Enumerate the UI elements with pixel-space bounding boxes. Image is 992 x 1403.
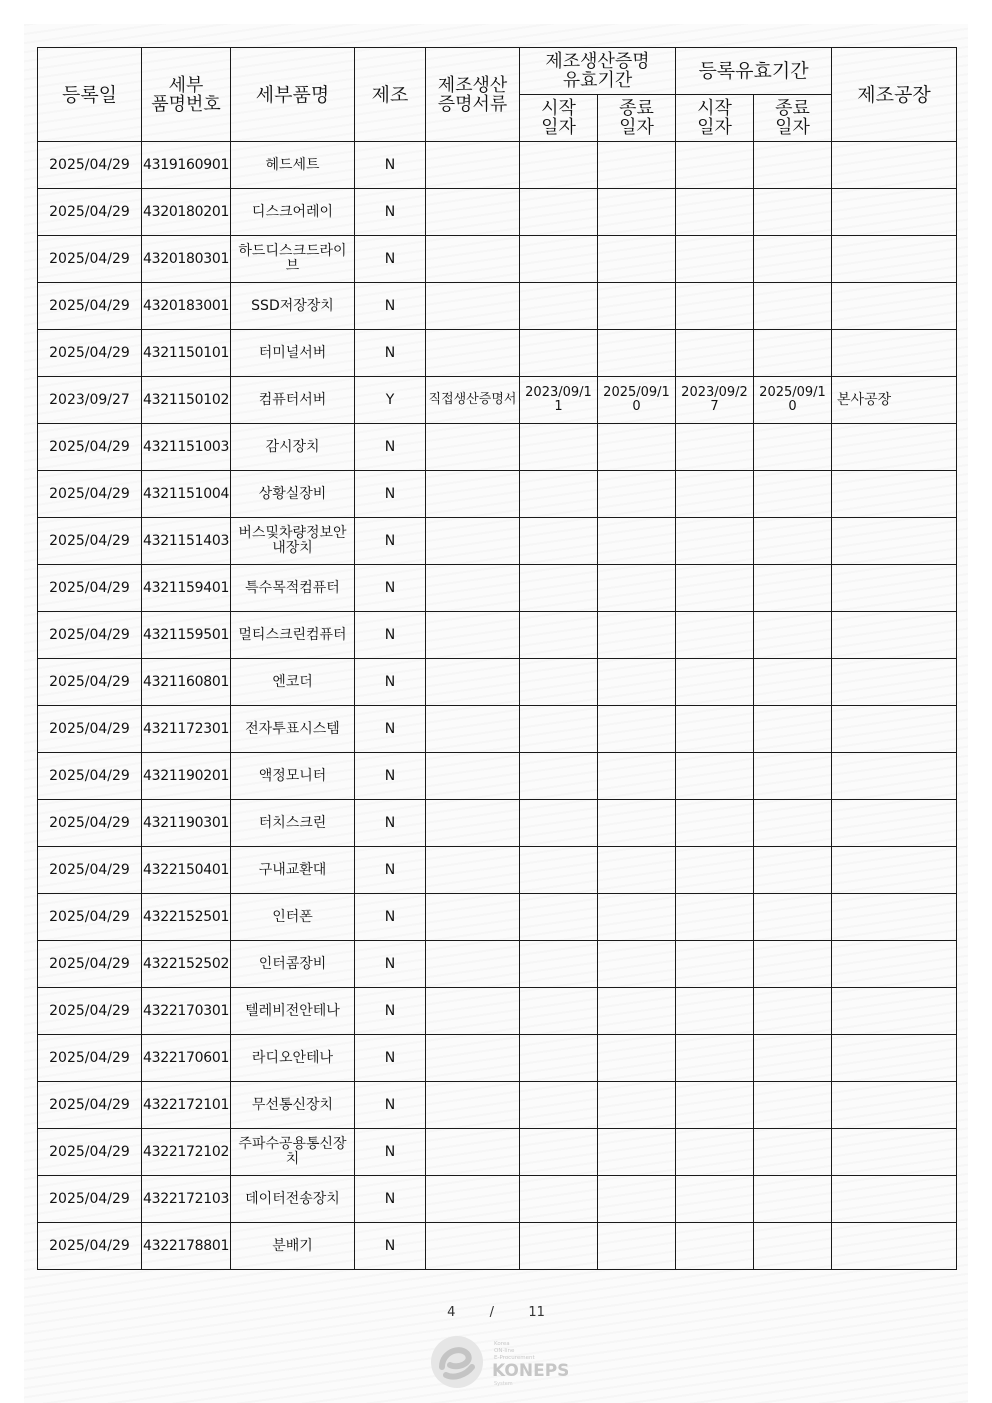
item-name-cell: 액정모니터 (231, 753, 355, 800)
table-row (38, 659, 957, 706)
cert-end-cell (598, 894, 676, 941)
factory-cell (832, 518, 957, 565)
item-name-cell: 특수목적컴퓨터 (231, 565, 355, 612)
reg-end-cell (754, 941, 832, 988)
item-code-cell: 4322170601 (142, 1035, 231, 1082)
manufacture-cell: N (355, 471, 426, 518)
logo-small-2: ON-line (494, 1348, 515, 1354)
item-code-cell: 4322178801 (142, 1223, 231, 1270)
table-row (38, 847, 957, 894)
cert-doc-cell (426, 142, 520, 189)
manufacture-cell: N (355, 1129, 426, 1176)
item-code-cell: 4322172101 (142, 1082, 231, 1129)
cert-doc-cell (426, 894, 520, 941)
cert-end-cell: 2025/09/10 (598, 377, 676, 424)
page-total: 11 (528, 1305, 545, 1320)
reg-start-cell (676, 847, 754, 894)
reg-end-cell (754, 612, 832, 659)
table-row (38, 1035, 957, 1082)
reg-start-cell (676, 1035, 754, 1082)
table-row (38, 283, 957, 330)
header-reg-end: 종료 일자 (754, 95, 832, 142)
header-reg-start: 시작 일자 (676, 95, 754, 142)
factory-cell (832, 941, 957, 988)
factory-cell (832, 1082, 957, 1129)
cert-start-cell (520, 330, 598, 377)
cert-end-cell (598, 189, 676, 236)
reg-date-cell: 2025/04/29 (38, 283, 142, 330)
reg-date-cell: 2025/04/29 (38, 847, 142, 894)
manufacture-cell: N (355, 424, 426, 471)
manufacture-cell: N (355, 706, 426, 753)
table-row (38, 706, 957, 753)
cert-doc-cell (426, 330, 520, 377)
cert-end-cell (598, 1176, 676, 1223)
cert-end-cell (598, 612, 676, 659)
reg-start-cell (676, 330, 754, 377)
table-row (38, 424, 957, 471)
cert-start-cell (520, 847, 598, 894)
item-code-cell: 4320183001 (142, 283, 231, 330)
cert-end-cell (598, 518, 676, 565)
logo-small-1: Korea (494, 1341, 510, 1347)
cert-end-cell (598, 659, 676, 706)
manufacture-cell: N (355, 894, 426, 941)
item-code-cell: 4322152501 (142, 894, 231, 941)
item-code-cell: 4321159401 (142, 565, 231, 612)
factory-cell (832, 988, 957, 1035)
reg-end-cell (754, 236, 832, 283)
reg-date-cell: 2025/04/29 (38, 612, 142, 659)
cert-end-cell (598, 800, 676, 847)
header-reg-period: 등록유효기간 (676, 48, 832, 95)
cert-start-cell (520, 189, 598, 236)
manufacture-cell: N (355, 753, 426, 800)
manufacture-cell: N (355, 800, 426, 847)
item-code-cell: 4320180201 (142, 189, 231, 236)
reg-start-cell (676, 1223, 754, 1270)
cert-start-cell (520, 424, 598, 471)
header-item-name: 세부품명 (231, 48, 355, 142)
item-code-cell: 4321190201 (142, 753, 231, 800)
reg-end-cell (754, 1176, 832, 1223)
reg-date-cell: 2025/04/29 (38, 236, 142, 283)
reg-start-cell: 2023/09/27 (676, 377, 754, 424)
cert-start-cell (520, 1082, 598, 1129)
reg-date-cell: 2025/04/29 (38, 800, 142, 847)
cert-end-cell (598, 706, 676, 753)
manufacture-cell: N (355, 142, 426, 189)
reg-start-cell (676, 236, 754, 283)
table-row (38, 236, 957, 283)
item-name-cell: 인터폰 (231, 894, 355, 941)
table-row (38, 800, 957, 847)
header-cert-end: 종료 일자 (598, 95, 676, 142)
manufacture-cell: N (355, 1176, 426, 1223)
item-name-cell: 구내교환대 (231, 847, 355, 894)
reg-start-cell (676, 1176, 754, 1223)
reg-start-cell (676, 659, 754, 706)
header-factory: 제조공장 (832, 48, 957, 142)
cert-end-cell (598, 1082, 676, 1129)
reg-end-cell (754, 1223, 832, 1270)
cert-start-cell (520, 1223, 598, 1270)
factory-cell (832, 1176, 957, 1223)
item-code-cell: 4321151003 (142, 424, 231, 471)
reg-date-cell: 2025/04/29 (38, 1129, 142, 1176)
factory-cell (832, 330, 957, 377)
manufacture-cell: N (355, 189, 426, 236)
table-row (38, 1176, 957, 1223)
cert-end-cell (598, 142, 676, 189)
item-name-cell: 무선통신장치 (231, 1082, 355, 1129)
cert-doc-cell (426, 1223, 520, 1270)
reg-start-cell (676, 988, 754, 1035)
cert-doc-cell (426, 1082, 520, 1129)
item-code-cell: 4322150401 (142, 847, 231, 894)
registration-table (37, 47, 957, 1270)
reg-start-cell (676, 565, 754, 612)
table-row (38, 142, 957, 189)
cert-doc-cell (426, 565, 520, 612)
reg-start-cell (676, 518, 754, 565)
header-item-code: 세부 품명번호 (142, 48, 231, 142)
reg-end-cell (754, 988, 832, 1035)
pagination (0, 1305, 992, 1320)
cert-start-cell (520, 518, 598, 565)
cert-start-cell (520, 283, 598, 330)
factory-cell (832, 283, 957, 330)
reg-start-cell (676, 706, 754, 753)
table-row (38, 518, 957, 565)
cert-end-cell (598, 565, 676, 612)
item-code-cell: 4322152502 (142, 941, 231, 988)
reg-date-cell: 2025/04/29 (38, 988, 142, 1035)
reg-end-cell (754, 283, 832, 330)
cert-start-cell (520, 988, 598, 1035)
cert-doc-cell (426, 706, 520, 753)
factory-cell (832, 1129, 957, 1176)
reg-date-cell: 2025/04/29 (38, 659, 142, 706)
factory-cell (832, 753, 957, 800)
cert-doc-cell (426, 1129, 520, 1176)
factory-cell (832, 612, 957, 659)
item-name-cell: SSD저장장치 (231, 283, 355, 330)
cert-end-cell (598, 330, 676, 377)
item-name-cell: 컴퓨터서버 (231, 377, 355, 424)
manufacture-cell: N (355, 659, 426, 706)
reg-end-cell (754, 330, 832, 377)
manufacture-cell: N (355, 518, 426, 565)
manufacture-cell: N (355, 565, 426, 612)
cert-end-cell (598, 236, 676, 283)
reg-date-cell: 2025/04/29 (38, 753, 142, 800)
cert-start-cell (520, 1129, 598, 1176)
item-name-cell: 멀티스크린컴퓨터 (231, 612, 355, 659)
item-name-cell: 감시장치 (231, 424, 355, 471)
item-code-cell: 4321159501 (142, 612, 231, 659)
reg-date-cell: 2025/04/29 (38, 424, 142, 471)
page-separator: / (489, 1305, 495, 1320)
reg-start-cell (676, 753, 754, 800)
item-code-cell: 4319160901 (142, 142, 231, 189)
item-code-cell: 4321150101 (142, 330, 231, 377)
reg-date-cell: 2025/04/29 (38, 706, 142, 753)
reg-end-cell (754, 471, 832, 518)
reg-end-cell (754, 1035, 832, 1082)
item-code-cell: 4322170301 (142, 988, 231, 1035)
item-name-cell: 디스크어레이 (231, 189, 355, 236)
manufacture-cell: N (355, 941, 426, 988)
cert-end-cell (598, 753, 676, 800)
cert-start-cell (520, 565, 598, 612)
item-code-cell: 4320180301 (142, 236, 231, 283)
reg-start-cell (676, 1082, 754, 1129)
item-code-cell: 4321150102 (142, 377, 231, 424)
item-code-cell: 4321151403 (142, 518, 231, 565)
reg-start-cell (676, 189, 754, 236)
cert-doc-cell (426, 283, 520, 330)
cert-end-cell (598, 424, 676, 471)
item-name-cell: 터치스크린 (231, 800, 355, 847)
cert-doc-cell (426, 659, 520, 706)
cert-doc-cell (426, 988, 520, 1035)
table-row (38, 565, 957, 612)
table-row (38, 1223, 957, 1270)
cert-doc-cell (426, 847, 520, 894)
table-row (38, 941, 957, 988)
item-name-cell: 주파수공용통신장치 (231, 1129, 355, 1176)
cert-start-cell (520, 236, 598, 283)
reg-end-cell (754, 565, 832, 612)
manufacture-cell: N (355, 330, 426, 377)
logo-small-4: System (494, 1381, 513, 1387)
item-code-cell: 4322172103 (142, 1176, 231, 1223)
manufacture-cell: N (355, 236, 426, 283)
cert-start-cell (520, 941, 598, 988)
page-current: 4 (447, 1305, 456, 1320)
item-code-cell: 4321190301 (142, 800, 231, 847)
header-cert-doc: 제조생산 증명서류 (426, 48, 520, 142)
reg-end-cell (754, 659, 832, 706)
cert-end-cell (598, 1035, 676, 1082)
item-code-cell: 4321172301 (142, 706, 231, 753)
cert-doc-cell (426, 236, 520, 283)
manufacture-cell: N (355, 1035, 426, 1082)
cert-start-cell (520, 612, 598, 659)
cert-doc-cell (426, 941, 520, 988)
reg-start-cell (676, 612, 754, 659)
cert-end-cell (598, 1129, 676, 1176)
cert-start-cell (520, 894, 598, 941)
manufacture-cell: N (355, 283, 426, 330)
header-manufacture: 제조 (355, 48, 426, 142)
item-name-cell: 전자투표시스템 (231, 706, 355, 753)
table-row (38, 894, 957, 941)
table-row (38, 189, 957, 236)
cert-end-cell (598, 941, 676, 988)
factory-cell (832, 847, 957, 894)
factory-cell (832, 1035, 957, 1082)
cert-end-cell (598, 471, 676, 518)
factory-cell (832, 1223, 957, 1270)
cert-start-cell: 2023/09/11 (520, 377, 598, 424)
reg-end-cell (754, 706, 832, 753)
header-cert-start: 시작 일자 (520, 95, 598, 142)
cert-start-cell (520, 471, 598, 518)
reg-start-cell (676, 142, 754, 189)
item-name-cell: 버스및차량정보안내장치 (231, 518, 355, 565)
reg-date-cell: 2025/04/29 (38, 1176, 142, 1223)
reg-start-cell (676, 800, 754, 847)
cert-end-cell (598, 988, 676, 1035)
reg-date-cell: 2025/04/29 (38, 1082, 142, 1129)
reg-date-cell: 2025/04/29 (38, 518, 142, 565)
reg-end-cell (754, 894, 832, 941)
reg-end-cell (754, 518, 832, 565)
manufacture-cell: N (355, 1082, 426, 1129)
cert-doc-cell (426, 1176, 520, 1223)
item-name-cell: 헤드세트 (231, 142, 355, 189)
factory-cell (832, 894, 957, 941)
reg-date-cell: 2023/09/27 (38, 377, 142, 424)
reg-start-cell (676, 424, 754, 471)
manufacture-cell: N (355, 988, 426, 1035)
factory-cell (832, 800, 957, 847)
cert-doc-cell (426, 612, 520, 659)
factory-cell (832, 424, 957, 471)
table-row (38, 330, 957, 377)
item-name-cell: 텔레비전안테나 (231, 988, 355, 1035)
factory-cell (832, 142, 957, 189)
cert-doc-cell: 직접생산증명서 (426, 377, 520, 424)
item-name-cell: 상황실장비 (231, 471, 355, 518)
factory-cell (832, 565, 957, 612)
item-name-cell: 인터콤장비 (231, 941, 355, 988)
reg-end-cell (754, 424, 832, 471)
cert-start-cell (520, 706, 598, 753)
logo-small-3: E-Procurement (494, 1355, 535, 1361)
reg-end-cell: 2025/09/10 (754, 377, 832, 424)
reg-start-cell (676, 283, 754, 330)
reg-end-cell (754, 142, 832, 189)
table-row (38, 377, 957, 424)
factory-cell (832, 659, 957, 706)
item-name-cell: 하드디스크드라이브 (231, 236, 355, 283)
table-row (38, 1129, 957, 1176)
reg-date-cell: 2025/04/29 (38, 1223, 142, 1270)
header-cert-period: 제조생산증명 유효기간 (520, 48, 676, 95)
reg-date-cell: 2025/04/29 (38, 330, 142, 377)
item-code-cell: 4322172102 (142, 1129, 231, 1176)
reg-date-cell: 2025/04/29 (38, 1035, 142, 1082)
header-reg-date: 등록일 (38, 48, 142, 142)
reg-date-cell: 2025/04/29 (38, 565, 142, 612)
reg-date-cell: 2025/04/29 (38, 941, 142, 988)
cert-start-cell (520, 1176, 598, 1223)
item-code-cell: 4321160801 (142, 659, 231, 706)
manufacture-cell: N (355, 847, 426, 894)
cert-end-cell (598, 283, 676, 330)
reg-start-cell (676, 894, 754, 941)
reg-end-cell (754, 1082, 832, 1129)
reg-date-cell: 2025/04/29 (38, 142, 142, 189)
cert-doc-cell (426, 189, 520, 236)
cert-doc-cell (426, 800, 520, 847)
cert-start-cell (520, 1035, 598, 1082)
item-name-cell: 엔코더 (231, 659, 355, 706)
factory-cell (832, 189, 957, 236)
item-name-cell: 터미널서버 (231, 330, 355, 377)
cert-end-cell (598, 847, 676, 894)
factory-cell (832, 706, 957, 753)
table-row (38, 1082, 957, 1129)
reg-end-cell (754, 800, 832, 847)
cert-start-cell (520, 800, 598, 847)
reg-date-cell: 2025/04/29 (38, 894, 142, 941)
item-name-cell: 데이터전송장치 (231, 1176, 355, 1223)
factory-cell: 본사공장 (832, 377, 957, 424)
factory-cell (832, 471, 957, 518)
manufacture-cell: N (355, 612, 426, 659)
reg-end-cell (754, 1129, 832, 1176)
reg-date-cell: 2025/04/29 (38, 189, 142, 236)
table-body (38, 142, 957, 1270)
item-name-cell: 라디오안테나 (231, 1035, 355, 1082)
reg-start-cell (676, 471, 754, 518)
koneps-logo (428, 1333, 568, 1389)
table-row (38, 753, 957, 800)
cert-end-cell (598, 1223, 676, 1270)
factory-cell (832, 236, 957, 283)
cert-doc-cell (426, 471, 520, 518)
manufacture-cell: Y (355, 377, 426, 424)
item-code-cell: 4321151004 (142, 471, 231, 518)
reg-date-cell: 2025/04/29 (38, 471, 142, 518)
reg-end-cell (754, 189, 832, 236)
cert-doc-cell (426, 518, 520, 565)
reg-start-cell (676, 941, 754, 988)
cert-doc-cell (426, 424, 520, 471)
logo-text: KONEPS (492, 1361, 568, 1381)
table-row (38, 612, 957, 659)
cert-doc-cell (426, 753, 520, 800)
manufacture-cell: N (355, 1223, 426, 1270)
reg-end-cell (754, 753, 832, 800)
table-row (38, 988, 957, 1035)
reg-end-cell (754, 847, 832, 894)
table-row (38, 471, 957, 518)
cert-doc-cell (426, 1035, 520, 1082)
item-name-cell: 분배기 (231, 1223, 355, 1270)
cert-start-cell (520, 659, 598, 706)
cert-start-cell (520, 142, 598, 189)
cert-start-cell (520, 753, 598, 800)
reg-start-cell (676, 1129, 754, 1176)
